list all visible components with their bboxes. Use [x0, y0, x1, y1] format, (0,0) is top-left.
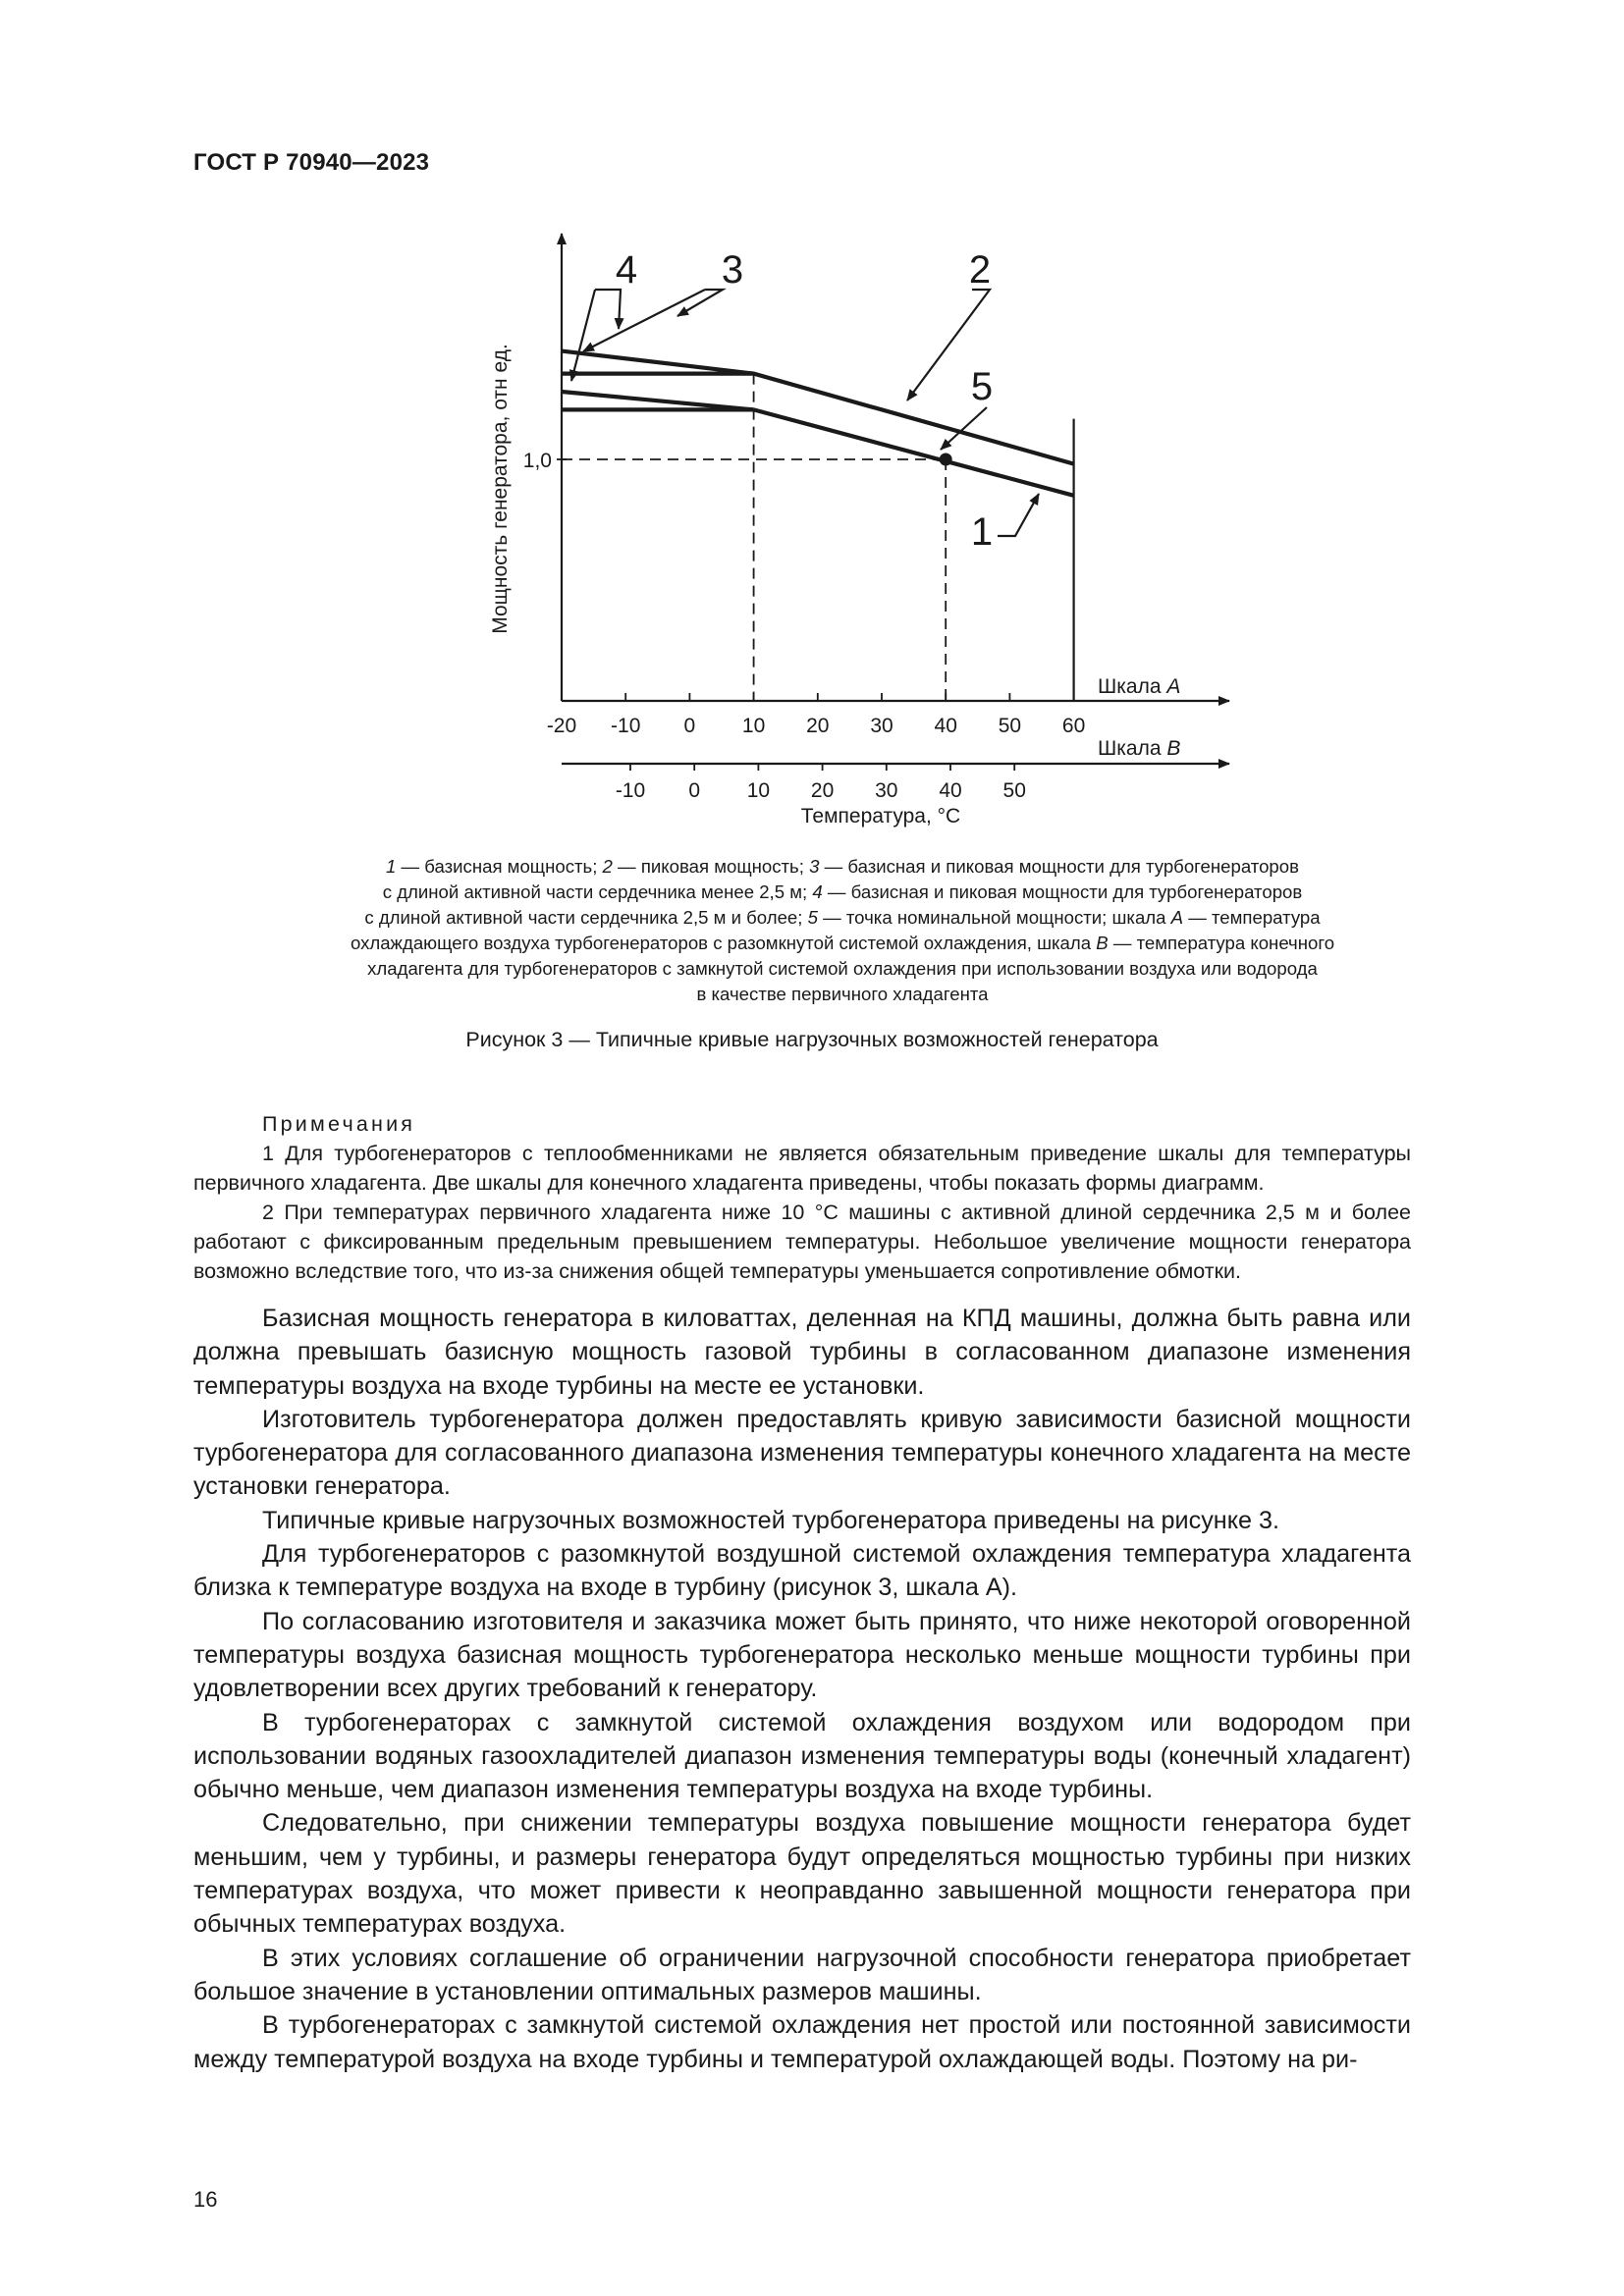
paragraph: Типичные кривые нагрузочных возможностей турбогенератора приведены на рисунке 3. — [262, 1506, 1280, 1534]
paragraph: В этих условиях соглашение об ограничении нагрузочной способности генератора приобретает большое значение в установлении оптимальных размеров машины. — [193, 1944, 1411, 2005]
legend-text: — температура конечного — [1108, 933, 1335, 953]
callout-4: 4 — [615, 248, 638, 292]
legend-text: охлаждающего воздуха турбогенераторов с разомкнутой системой охлаждения, шкала — [350, 933, 1097, 953]
series-2 — [562, 351, 1074, 464]
notes-section — [193, 1109, 1411, 1286]
x-tick-label-b: 0 — [688, 779, 701, 802]
paragraph: Для турбогенераторов с разомкнутой воздушной системой охлаждения температура хладагента близка к температуре воздуха на входе в турбину (рисунок 3, шкала А). — [193, 1540, 1411, 1602]
x-tick-label-b: 10 — [746, 779, 771, 802]
callout-leader — [998, 494, 1039, 536]
series-3-base — [562, 392, 754, 409]
legend-text: в качестве первичного хладагента — [696, 984, 989, 1004]
x-tick-label-b: 20 — [810, 779, 835, 802]
x-tick-label-b: 50 — [1002, 779, 1026, 802]
callout-3: 3 — [721, 248, 744, 292]
scale-name — [1098, 737, 1180, 760]
note-item: 2 При температурах первичного хладагента ниже 10 °С машины с активной длиной сердечника 2,5 м и более работают с фиксированным предельным превышением температуры. Небольшое увеличение мощности генератора возможно вследствие того, что из-за снижения общей температуры уменьшается сопротивление обмотки. — [193, 1201, 1411, 1283]
figure-legend — [263, 854, 1422, 1007]
legend-text: — точка номинальной мощности; шкала — [817, 907, 1171, 928]
paragraph: Базисная мощность генератора в киловаттах, деленная на КПД машины, должна быть равна или должна превышать базисную мощность газовой турбины в согласованном диапазоне изменения температуры воздуха на входе турбины на месте ее установки. — [193, 1305, 1411, 1400]
legend-text: — пиковая мощность; — [612, 856, 810, 877]
legend-line — [263, 956, 1422, 982]
series-1 — [754, 409, 1074, 495]
legend-marker: В — [1096, 933, 1109, 953]
note-item: 1 Для турбогенераторов с теплообменниками не является обязательным приведение шкалы для температуры первичного хладагента. Две шкалы для конечного хладагента приведены, чтобы показать формы диаграмм. — [193, 1142, 1411, 1195]
x-tick-label-a: 20 — [806, 715, 830, 737]
x-tick-label-a: 40 — [934, 715, 957, 737]
document-header: ГОСТ Р 70940—2023 — [193, 149, 430, 176]
callout-leader — [595, 290, 621, 329]
legend-line — [263, 982, 1422, 1007]
legend-marker: А — [1170, 907, 1184, 928]
x-tick-label-a: 0 — [683, 715, 696, 737]
x-tick-label-a: 50 — [998, 715, 1022, 737]
scale-word: Шкала — [1098, 737, 1167, 760]
callout-leader — [583, 290, 705, 351]
callout-2: 2 — [968, 248, 992, 292]
callout-leader — [571, 290, 595, 381]
legend-text: — базисная и пиковая мощности для турбогенераторов — [822, 881, 1303, 902]
paragraph: В турбогенераторах с замкнутой системой охлаждения нет простой или постоянной зависимости между температурой воздуха на входе турбины и температурой охлаждающей воды. Поэтому на ри- — [193, 2011, 1411, 2073]
y-tick-label: 1,0 — [522, 450, 552, 472]
callout-1: 1 — [970, 510, 994, 554]
rated-power-point — [940, 454, 952, 466]
body-text — [193, 1302, 1411, 2076]
x-tick-label-b: 40 — [939, 779, 962, 802]
x-tick-label-a: -10 — [611, 715, 641, 737]
y-axis-label: Мощность генератора, отн ед. — [489, 344, 512, 634]
legend-marker: 5 — [807, 907, 818, 928]
scale-letter: A — [1166, 675, 1181, 698]
load-capability-chart — [0, 0, 1624, 864]
scale-word: Шкала — [1098, 675, 1167, 698]
legend-text: — температура — [1183, 907, 1321, 928]
page-number: 16 — [193, 2187, 218, 2212]
legend-text: — базисная мощность; — [396, 856, 603, 877]
paragraph: По согласованию изготовителя и заказчика может быть принято, что ниже некоторой оговоренной температуры воздуха базисная мощность турбогенератора несколько меньше мощности турбины при удовлетворении всех других требований к генератору. — [193, 1607, 1411, 1703]
legend-line — [263, 931, 1422, 956]
x-axis-label: Температура, °C — [800, 805, 961, 828]
legend-marker: 1 — [386, 856, 397, 877]
scale-name — [1098, 675, 1180, 698]
legend-marker: 2 — [602, 856, 613, 877]
legend-marker: 4 — [812, 881, 823, 902]
paragraph: Изготовитель турбогенератора должен предоставлять кривую зависимости базисной мощности турбогенератора для согласованного диапазона изменения температуры конечного хладагента на месте установки генератора. — [193, 1405, 1411, 1501]
x-tick-label-b: 30 — [875, 779, 898, 802]
callout-5: 5 — [970, 365, 994, 408]
paragraph: Следовательно, при снижении температуры воздуха повышение мощности генератора будет меньшим, чем у турбины, и размеры генератора будут определяться мощностью турбины при низких температурах воздуха, что может привести к неоправданно завышенной мощности генератора при обычных температурах воздуха. — [193, 1809, 1411, 1939]
legend-line — [263, 905, 1422, 931]
legend-line — [263, 880, 1422, 905]
x-tick-label-a: 30 — [870, 715, 893, 737]
legend-text: с длиной активной части сердечника менее 2,5 м; — [382, 881, 813, 902]
notes-title: Примечания — [262, 1112, 416, 1136]
legend-line — [263, 854, 1422, 880]
legend-text: хладагента для турбогенераторов с замкнутой системой охлаждения при использовании воздуха или водорода — [367, 958, 1318, 979]
callout-leader — [677, 290, 723, 316]
legend-marker: 3 — [809, 856, 820, 877]
x-tick-label-b: -10 — [615, 779, 646, 802]
x-tick-label-a: -20 — [546, 715, 577, 737]
x-tick-label-a: 60 — [1061, 715, 1086, 737]
legend-text: — базисная и пиковая мощности для турбогенераторов — [819, 856, 1299, 877]
x-tick-label-a: 10 — [741, 715, 766, 737]
figure-caption: Рисунок 3 — Типичные кривые нагрузочных возможностей генератора — [465, 1028, 1159, 1051]
legend-text: с длиной активной части сердечника 2,5 м и более; — [364, 907, 808, 928]
paragraph: В турбогенераторах с замкнутой системой охлаждения воздухом или водородом при использовании водяных газоохладителей диапазон изменения температуры воды (конечный хладагент) обычно меньше, чем диапазон изменения температуры воздуха на входе турбины. — [193, 1708, 1411, 1804]
scale-letter: B — [1166, 737, 1181, 760]
